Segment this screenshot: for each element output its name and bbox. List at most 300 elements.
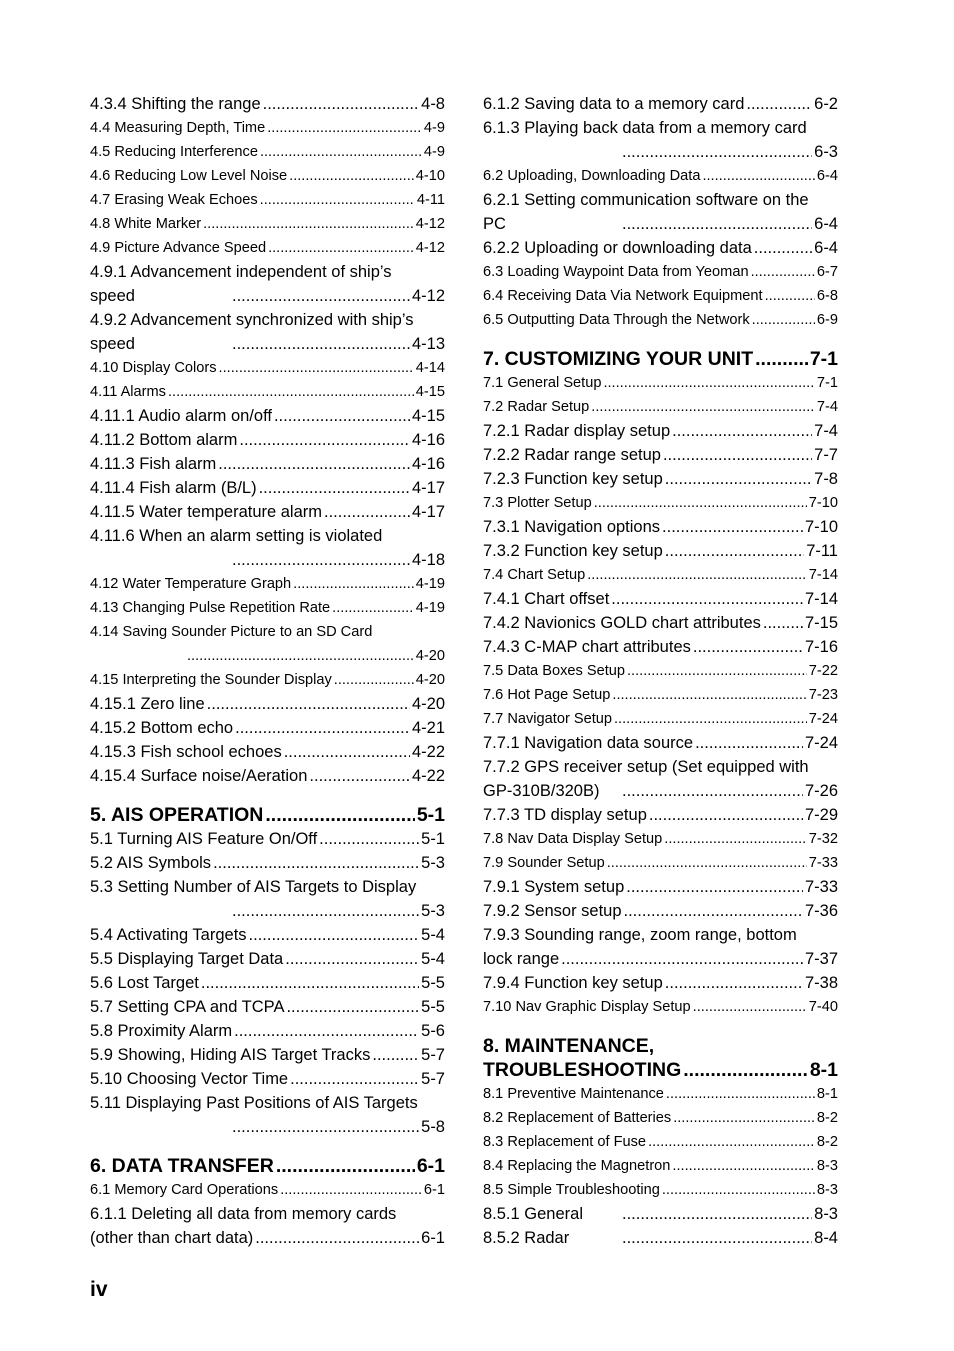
toc-entry-title: 7.2.3 Function key setup [483,470,663,488]
toc-entry-line [483,1130,838,1154]
toc-entry-title: 5.7 Setting CPA and TCPA [90,998,285,1016]
toc-entry-title: 5.4 Activating Targets [90,926,247,944]
toc-entry[interactable] [483,1082,838,1106]
toc-entry-line [483,779,838,803]
toc-page-number: 4-18 [411,551,445,569]
toc-entry[interactable] [483,995,838,1019]
toc-page-number: 4-12 [411,287,445,305]
toc-entry-title: 7.3.2 Function key setup [483,542,663,560]
toc-entry-title: 7.9.2 Sensor setup [483,902,622,920]
toc-page-number: 6-2 [814,95,838,113]
toc-entry[interactable] [483,563,838,587]
toc-leader-dots [663,443,812,467]
toc-entry-title: 7.7.1 Navigation data source [483,734,694,752]
toc-leader-dots [648,1130,815,1154]
toc-entry[interactable] [483,371,838,395]
toc-page-number: 7-40 [808,999,838,1015]
toc-entry[interactable] [90,1043,445,1067]
toc-entry[interactable] [90,1019,445,1043]
toc-leader-dots [263,92,420,116]
toc-entry-title: 5.9 Showing, Hiding AIS Target Tracks [90,1046,371,1064]
toc-leader-dots [622,212,812,236]
toc-entry[interactable] [483,1154,838,1178]
toc-entry-line [90,92,445,116]
toc-entry-title: 8.5.2 Radar [483,1229,570,1247]
toc-page-number: 8-1 [809,1059,838,1081]
toc-entry[interactable] [483,827,838,851]
toc-entry-title-cont: speed [90,335,135,353]
toc-leader-dots [219,356,414,380]
toc-entry[interactable] [90,116,445,140]
toc-entry-line [90,1067,445,1091]
toc-entry[interactable] [90,947,445,971]
toc-page-number: 6-4 [814,215,838,233]
toc-entry-line [483,1202,838,1226]
toc-entry-title: 5.11 Displaying Past Positions of AIS Targets [90,1094,418,1112]
toc-entry-title: 4.15.3 Fish school echoes [90,743,282,761]
toc-entry-title: 7.7.3 TD display setup [483,806,647,824]
toc-leader-dots [662,515,803,539]
toc-page-number: 4-19 [415,576,445,592]
toc-leader-dots [203,212,414,236]
toc-entry-line [483,875,838,899]
toc-entry[interactable] [90,1091,445,1139]
toc-page-number: 8-2 [816,1134,838,1150]
toc-entry-line [483,851,838,875]
toc-leader-dots [207,692,410,716]
toc-entry[interactable] [483,923,838,971]
toc-entry-title: 7.4.1 Chart offset [483,590,610,608]
toc-entry-title: 4.8 White Marker [90,216,202,232]
toc-entry[interactable] [483,443,838,467]
toc-entry-line [483,971,838,995]
toc-leader-dots [249,923,420,947]
toc-entry[interactable] [483,707,838,731]
toc-entry-title-cont: lock range [483,950,560,968]
toc-page-number: 5-4 [421,926,445,944]
toc-entry-line [483,707,838,731]
toc-entry[interactable] [90,740,445,764]
toc-leader-dots [624,899,803,923]
toc-entry-line [90,740,445,764]
toc-entry-line [483,731,838,755]
toc-entry[interactable] [90,596,445,620]
toc-leader-dots [309,764,410,788]
toc-entry-title: 8.3 Replacement of Fuse [483,1134,647,1150]
toc-entry-title: 7.7 Navigator Setup [483,711,612,727]
toc-entry-title: 6.1.1 Deleting all data from memory cards [90,1205,397,1223]
toc-entry-line [483,371,838,395]
toc-entry[interactable] [90,1178,445,1202]
toc-entry-line [483,491,838,515]
toc-entry[interactable] [90,428,445,452]
toc-leader-dots [611,587,803,611]
toc-entry[interactable] [90,380,445,404]
toc-entry-line [483,467,838,491]
toc-leader-dots [276,1154,415,1178]
toc-entry[interactable] [483,284,838,308]
toc-entry-line [90,356,445,380]
toc-leader-dots [607,851,807,875]
toc-entry-line [483,395,838,419]
toc-leader-dots [234,1019,419,1043]
toc-entry[interactable] [483,899,838,923]
toc-chapter-heading[interactable] [90,803,445,827]
toc-leader-dots [187,644,414,668]
toc-entry[interactable] [483,1226,838,1250]
toc-entry-line [90,716,445,740]
toc-entry-title: 7.4.2 Navionics GOLD chart attributes [483,614,761,632]
toc-entry[interactable] [483,491,838,515]
toc-entry[interactable] [90,1067,445,1091]
toc-page-number: 7-4 [814,422,838,440]
toc-entry[interactable] [483,659,838,683]
toc-leader-dots [765,284,815,308]
toc-entry-title: 7.9 Sounder Setup [483,855,605,871]
toc-entry-line [483,1178,838,1202]
toc-leader-dots [665,971,803,995]
toc-entry[interactable] [90,827,445,851]
toc-entry-title: 7.8 Nav Data Display Setup [483,831,663,847]
toc-leader-dots [255,1226,419,1250]
toc-page-number: 7-36 [804,902,838,920]
toc-entry-line [90,1115,445,1139]
toc-entry-line [483,995,838,1019]
toc-entry[interactable] [90,572,445,596]
toc-entry[interactable] [90,140,445,164]
toc-chapter-heading[interactable] [483,1034,838,1082]
toc-entry-title: 4.6 Reducing Low Level Noise [90,168,288,184]
toc-entry-title: 7.2 Radar Setup [483,399,590,415]
toc-entry[interactable] [483,188,838,236]
toc-entry-title-cont: speed [90,287,135,305]
toc-entry[interactable] [90,260,445,308]
toc-entry-title: 7.10 Nav Graphic Display Setup [483,999,691,1015]
toc-page-number: 5-8 [421,1118,445,1136]
toc-page-number: 7-29 [804,806,838,824]
toc-entry-title: 4.14 Saving Sounder Picture to an SD Card [90,624,373,640]
toc-entry-line [90,476,445,500]
toc-page-number: 4-17 [411,479,445,497]
toc-entry[interactable] [90,188,445,212]
toc-entry-line [90,971,445,995]
toc-entry-line [90,284,445,308]
toc-entry-line [483,308,838,332]
toc-leader-dots [622,1202,812,1226]
toc-entry[interactable] [90,524,445,572]
toc-entry-title-cont: (other than chart data) [90,1229,254,1247]
toc-leader-dots [213,851,419,875]
toc-entry-line [90,644,445,668]
toc-entry-title: 4.15 Interpreting the Sounder Display [90,672,332,688]
toc-page-number: 7-16 [804,638,838,656]
toc-leader-dots [591,395,815,419]
toc-entry[interactable] [90,308,445,356]
toc-leader-dots [289,164,414,188]
toc-entry-title: 5.2 AIS Symbols [90,854,212,872]
toc-page-number: 7-24 [808,711,838,727]
toc-entry[interactable] [483,467,838,491]
toc-leader-dots [284,740,410,764]
toc-entry-line [90,332,445,356]
toc-entry-line [483,587,838,611]
toc-leader-dots [201,971,419,995]
toc-leader-dots [285,947,419,971]
toc-leader-dots [662,1178,815,1202]
toc-entry[interactable] [90,851,445,875]
toc-leader-dots [265,803,414,827]
toc-leader-dots [665,467,812,491]
toc-page-number: 7-14 [804,590,838,608]
toc-leader-dots [218,452,410,476]
toc-entry[interactable] [90,500,445,524]
toc-entry[interactable] [483,1178,838,1202]
toc-entry[interactable] [90,356,445,380]
toc-page-number: 4-19 [415,600,445,616]
toc-chapter-heading[interactable] [90,1154,445,1178]
toc-entry-title: 5.8 Proximity Alarm [90,1022,233,1040]
toc-page-number: 7-10 [808,495,838,511]
toc-entry-title-cont: GP-310B/320B) [483,782,600,800]
toc-leader-dots [587,563,807,587]
toc-page-number: 4-14 [415,360,445,376]
toc-entry-line [483,659,838,683]
toc-entry-title: 4.15.4 Surface noise/Aeration [90,767,308,785]
toc-page-number: 6-1 [423,1182,445,1198]
toc-leader-dots [695,731,803,755]
toc-page-number: 4-17 [411,503,445,521]
toc-entry-line [90,1178,445,1202]
toc-page-number: 7-15 [804,614,838,632]
toc-entry[interactable] [90,212,445,236]
toc-entry-line [90,428,445,452]
toc-entry[interactable] [90,236,445,260]
toc-page-number: 4-21 [411,719,445,737]
toc-entry-line [483,347,838,371]
toc-entry-line [483,284,838,308]
toc-page-number: 4-20 [411,695,445,713]
toc-entry-line [90,596,445,620]
toc-page-number: 8-3 [816,1182,838,1198]
toc-entry-title: 5. AIS OPERATION [90,804,264,826]
toc-entry-line [483,419,838,443]
toc-page-number: 7-1 [809,348,838,370]
toc-entry-line [90,116,445,140]
toc-page-number: 4-15 [415,384,445,400]
toc-leader-dots [290,1067,419,1091]
toc-leader-dots [665,539,804,563]
toc-entry[interactable] [90,971,445,995]
toc-entry-line [483,611,838,635]
toc-leader-dots [280,1178,422,1202]
toc-page-number: 4-9 [423,144,445,160]
toc-entry[interactable] [90,923,445,947]
toc-entry[interactable] [483,971,838,995]
toc-page-number: 8-2 [816,1110,838,1126]
toc-page-number: 5-4 [421,950,445,968]
toc-leader-dots [626,875,803,899]
toc-entry[interactable] [90,620,445,668]
toc-entry[interactable] [483,164,838,188]
toc-entry-title: 4.10 Display Colors [90,360,217,376]
toc-page-number: 4-16 [411,455,445,473]
toc-page-number: 4-15 [411,407,445,425]
toc-page-number: 7-14 [808,567,838,583]
toc-entry[interactable] [90,764,445,788]
toc-entry-line [483,164,838,188]
toc-entry-title: 4.9.1 Advancement independent of ship’s [90,263,392,281]
toc-entry[interactable] [90,92,445,116]
toc-leader-dots [693,995,807,1019]
toc-leader-dots [332,596,414,620]
toc-page-number: 7-32 [808,831,838,847]
toc-entry-line [483,827,838,851]
toc-entry[interactable] [483,236,838,260]
toc-entry-title: 6.2.1 Setting communication software on the [483,191,809,209]
toc-entry-title-cont: TROUBLESHOOTING [483,1059,682,1081]
toc-entry[interactable] [483,92,838,116]
toc-entry-line [90,764,445,788]
toc-entry[interactable] [483,635,838,659]
toc-leader-dots [614,707,807,731]
toc-entry-line [90,140,445,164]
toc-page-number: 4-16 [411,431,445,449]
toc-leader-dots [622,1226,812,1250]
toc-page-number: 5-3 [421,902,445,920]
toc-entry[interactable] [483,683,838,707]
toc-leader-dots [268,236,414,260]
toc-chapter-heading[interactable] [483,347,838,371]
toc-entry[interactable] [483,419,838,443]
toc-page-number: 5-1 [421,830,445,848]
toc-entry-line [483,236,838,260]
toc-entry-title: 4.3.4 Shifting the range [90,95,261,113]
toc-entry-title: 5.5 Displaying Target Data [90,950,284,968]
toc-entry[interactable] [90,476,445,500]
toc-entry[interactable] [483,587,838,611]
page-number: iv [90,1278,108,1301]
toc-entry-title: 7.3 Plotter Setup [483,495,592,511]
toc-page-number: 6-1 [416,1155,445,1177]
toc-entry-title: 5.6 Lost Target [90,974,199,992]
toc-entry-line [90,1226,445,1250]
toc-page-number: 4-10 [415,168,445,184]
toc-entry[interactable] [90,164,445,188]
toc-page-number: 4-20 [415,672,445,688]
toc-entry[interactable] [483,755,838,803]
toc-entry-title: 7.6 Hot Page Setup [483,687,611,703]
toc-entry-title: 7.4 Chart Setup [483,567,586,583]
toc-leader-dots [235,716,410,740]
toc-page-number: 6-9 [816,312,838,328]
toc-entry-line [90,803,445,827]
toc-entry[interactable] [90,692,445,716]
toc-entry[interactable] [90,404,445,428]
toc-page-number: 7-11 [806,542,838,560]
toc-entry-line [90,1043,445,1067]
toc-entry[interactable] [90,668,445,692]
toc-page-number: 6-7 [816,264,838,280]
toc-entry[interactable] [483,515,838,539]
toc-entry[interactable] [483,731,838,755]
toc-entry-title: 6.4 Receiving Data Via Network Equipment [483,288,763,304]
toc-page-number: 4-9 [423,120,445,136]
toc-leader-dots [763,611,803,635]
toc-entry-line [483,1082,838,1106]
toc-entry[interactable] [483,875,838,899]
toc-entry[interactable] [483,308,838,332]
toc-entry[interactable] [90,716,445,740]
toc-entry-line [483,92,838,116]
toc-entry[interactable] [483,260,838,284]
toc-entry-title: 7.1 General Setup [483,375,602,391]
toc-entry[interactable] [483,1106,838,1130]
toc-entry[interactable] [483,395,838,419]
toc-entry-line [90,899,445,923]
toc-leader-dots [334,668,414,692]
toc-entry-title: 6.3 Loading Waypoint Data from Yeoman [483,264,749,280]
toc-entry-title: 7.2.2 Radar range setup [483,446,661,464]
toc-entry-title: 4.11 Alarms [90,384,166,400]
toc-entry-title: 7.4.3 C-MAP chart attributes [483,638,691,656]
toc-entry-title: 6.5 Outputting Data Through the Network [483,312,750,328]
toc-entry[interactable] [483,1130,838,1154]
toc-entry[interactable] [483,851,838,875]
toc-page-number: 7-23 [808,687,838,703]
toc-entry-title: 4.15.1 Zero line [90,695,205,713]
toc-entry[interactable] [483,1202,838,1226]
toc-leader-dots [622,140,812,164]
toc-entry[interactable] [483,539,838,563]
toc-entry[interactable] [90,452,445,476]
toc-entry-title: 4.15.2 Bottom echo [90,719,234,737]
toc-leader-dots [293,572,414,596]
toc-entry-line [90,923,445,947]
toc-page-number: 8-3 [814,1205,838,1223]
toc-entry-line [90,380,445,404]
toc-entry[interactable] [483,116,838,164]
toc-entry[interactable] [483,803,838,827]
toc-page-number: 4-11 [416,192,445,208]
toc-entry[interactable] [90,875,445,923]
toc-leader-dots [673,1106,815,1130]
toc-page-number: 7-10 [804,518,838,536]
toc-leader-dots [561,947,803,971]
toc-entry-line [483,515,838,539]
toc-entry-title: 7.7.2 GPS receiver setup (Set equipped with [483,758,809,776]
toc-entry[interactable] [483,611,838,635]
toc-entry-title: 4.11.3 Fish alarm [90,455,217,473]
toc-page-number: 8-4 [814,1229,838,1247]
toc-leader-dots [672,1154,814,1178]
toc-entry-title: 4.12 Water Temperature Graph [90,576,292,592]
toc-entry-line [483,947,838,971]
toc-entry-line [90,995,445,1019]
toc-leader-dots [666,1082,815,1106]
toc-entry-title: 7. CUSTOMIZING YOUR UNIT [483,348,754,370]
toc-page-number: 6-3 [814,143,838,161]
toc-page-number: 7-8 [814,470,838,488]
toc-entry-line [90,851,445,875]
toc-entry-line [90,236,445,260]
toc-entry[interactable] [90,1202,445,1250]
toc-page-number: 6-8 [816,288,838,304]
toc-entry-line [483,1058,838,1082]
toc-entry-title: 8.5 Simple Troubleshooting [483,1182,660,1198]
toc-page-number: 5-7 [421,1046,445,1064]
toc-entry[interactable] [90,995,445,1019]
toc-entry-title: 6.1.3 Playing back data from a memory card [483,119,807,137]
